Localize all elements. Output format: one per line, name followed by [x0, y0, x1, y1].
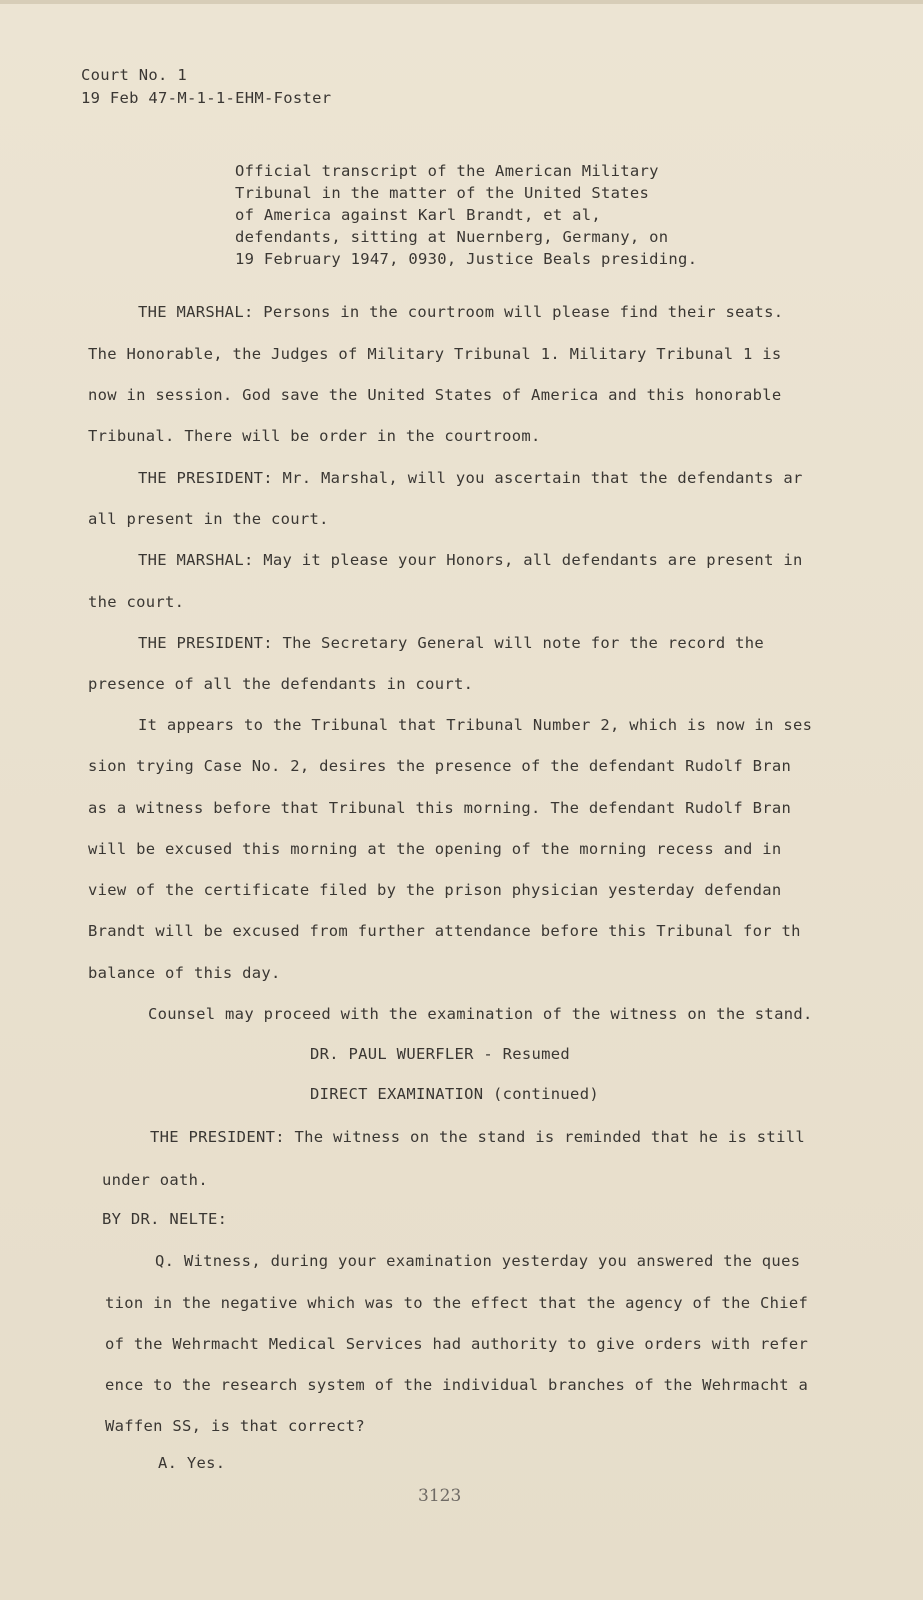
question-line: tion in the negative which was to the effect that the agency of the Chief — [105, 1294, 809, 1312]
body-line: THE MARSHAL: Persons in the courtroom will please find their seats. — [138, 303, 784, 321]
question-line: Q. Witness, during your examination yesterday you answered the ques — [155, 1252, 801, 1270]
body-line: Counsel may proceed with the examination of the witness on the stand. — [148, 1005, 813, 1023]
body-line: now in session. God save the United States of America and this honorable — [88, 386, 782, 404]
body-line: The Honorable, the Judges of Military Tribunal 1. Military Tribunal 1 is — [88, 345, 782, 363]
answer-line: A. Yes. — [158, 1454, 226, 1472]
caption-line: defendants, sitting at Nuernberg, Germany, on — [235, 228, 669, 246]
question-line: Waffen SS, is that correct? — [105, 1417, 366, 1435]
caption-line: of America against Karl Brandt, et al, — [235, 206, 602, 224]
caption-line: Official transcript of the American Military — [235, 162, 659, 180]
witness-heading: DR. PAUL WUERFLER - Resumed — [310, 1045, 571, 1063]
question-line: ence to the research system of the individual branches of the Wehrmacht a — [105, 1376, 809, 1394]
caption-line: Tribunal in the matter of the United States — [235, 184, 650, 202]
body-line: presence of all the defendants in court. — [88, 675, 474, 693]
body-line: as a witness before that Tribunal this morning. The defendant Rudolf Bran — [88, 799, 792, 817]
body-line: Tribunal. There will be order in the courtroom. — [88, 427, 541, 445]
examination-heading: DIRECT EXAMINATION (continued) — [310, 1085, 599, 1103]
body-line: THE PRESIDENT: The witness on the stand is reminded that he is still — [150, 1128, 805, 1146]
body-line: under oath. — [102, 1171, 208, 1189]
body-line: sion trying Case No. 2, desires the presence of the defendant Rudolf Bran — [88, 757, 792, 775]
body-line: Brandt will be excused from further attendance before this Tribunal for th — [88, 922, 801, 940]
body-line: It appears to the Tribunal that Tribunal Number 2, which is now in ses — [138, 716, 813, 734]
body-line: THE PRESIDENT: The Secretary General will note for the record the — [138, 634, 765, 652]
page-number: 3123 — [418, 1486, 462, 1506]
body-line: balance of this day. — [88, 964, 281, 982]
body-line: all present in the court. — [88, 510, 329, 528]
body-line: THE PRESIDENT: Mr. Marshal, will you ascertain that the defendants ar — [138, 469, 803, 487]
caption-line: 19 February 1947, 0930, Justice Beals presiding. — [235, 250, 698, 268]
body-line: will be excused this morning at the opening of the morning recess and in — [88, 840, 782, 858]
document-code: 19 Feb 47-M-1-1-EHM-Foster — [81, 89, 332, 107]
body-line: view of the certificate filed by the prison physician yesterday defendan — [88, 881, 782, 899]
question-line: of the Wehrmacht Medical Services had authority to give orders with refer — [105, 1335, 809, 1353]
body-line: THE MARSHAL: May it please your Honors, all defendants are present in — [138, 551, 803, 569]
body-line: the court. — [88, 593, 185, 611]
top-edge — [0, 0, 923, 4]
questioner-label: BY DR. NELTE: — [102, 1210, 228, 1228]
court-number: Court No. 1 — [81, 66, 187, 84]
